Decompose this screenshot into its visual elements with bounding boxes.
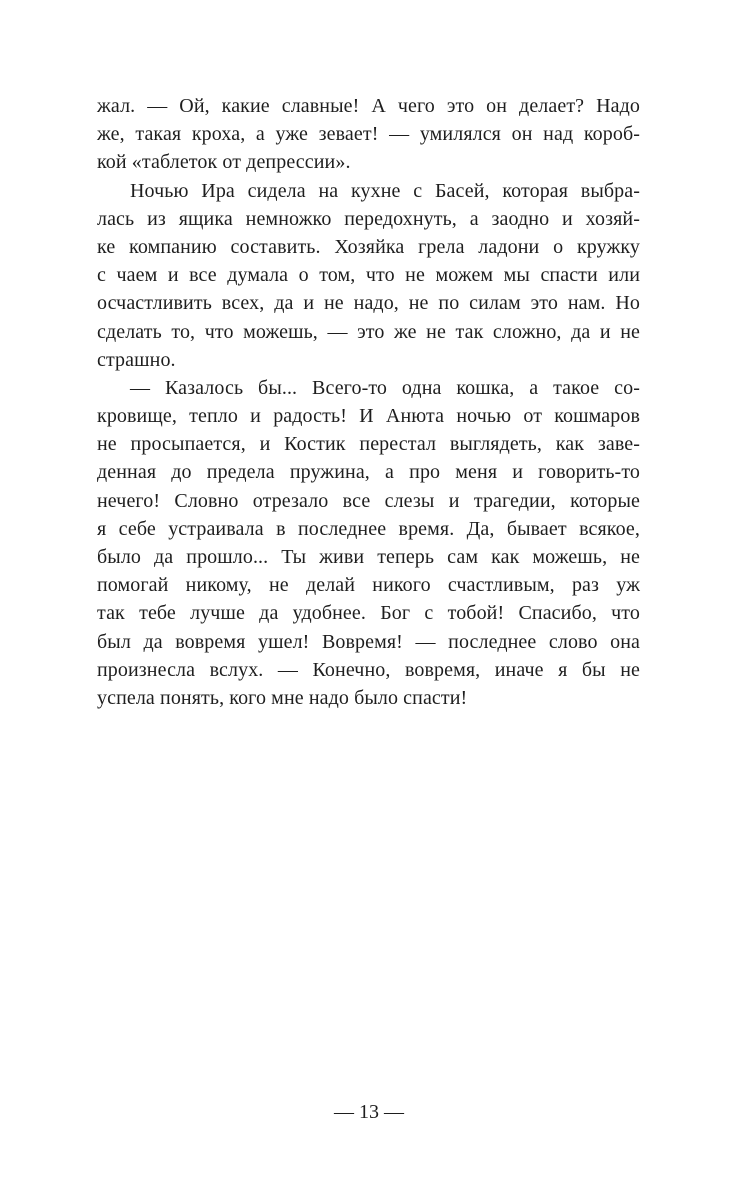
text-line: лась из ящика немножко передохнуть, а заодно и хозяй- xyxy=(97,207,640,230)
text-line: так тебе лучше да удобнее. Бог с тобой! Спасибо, что xyxy=(97,602,640,625)
text-line: было да прошло... Ты живи теперь сам как можешь, не xyxy=(97,546,640,568)
text-line: нечего! Словно отрезало все слезы и трагедии, которые xyxy=(97,489,640,512)
text-line: кой «таблеток от депрессии». xyxy=(97,151,351,174)
text-line: денная до предела пружина, а про меня и говорить-то xyxy=(97,461,640,484)
text-block xyxy=(97,92,640,712)
text-line: произнесла вслух. — Конечно, вовремя, иначе я бы не xyxy=(97,658,640,681)
text-line: — Казалось бы... Всего-то одна кошка, а такое со- xyxy=(130,376,640,399)
text-line: был да вовремя ушел! Вовремя! — последнее слово она xyxy=(97,630,640,653)
text-line: страшно. xyxy=(97,348,176,371)
text-line: я себе устраивала в последнее время. Да, бывает всякое, xyxy=(97,517,640,540)
text-line: жал. — Ой, какие славные! А чего это он делает? Надо xyxy=(97,95,640,117)
text-line: осчастливить всех, да и не надо, не по силам это нам. Но xyxy=(97,292,640,315)
text-line: не просыпается, и Костик перестал выглядеть, как заве- xyxy=(97,433,640,456)
page-number: — 13 — xyxy=(334,1101,404,1123)
text-line: ке компанию составить. Хозяйка грела ладони о кружку xyxy=(97,235,640,258)
text-line: Ночью Ира сидела на кухне с Басей, которая выбра- xyxy=(130,179,640,202)
text-line: помогай никому, не делай никого счастливым, раз уж xyxy=(97,574,640,597)
text-line: успела понять, кого мне надо было спасти! xyxy=(97,686,468,709)
text-line: сделать то, что можешь, — это же не так сложно, да и не xyxy=(97,320,640,343)
text-line: с чаем и все думала о том, что не можем мы спасти или xyxy=(97,264,640,287)
text-line: же, такая кроха, а уже зевает! — умилялся он над короб- xyxy=(97,123,640,146)
text-line: кровище, тепло и радость! И Анюта ночью от кошмаров xyxy=(97,405,640,428)
